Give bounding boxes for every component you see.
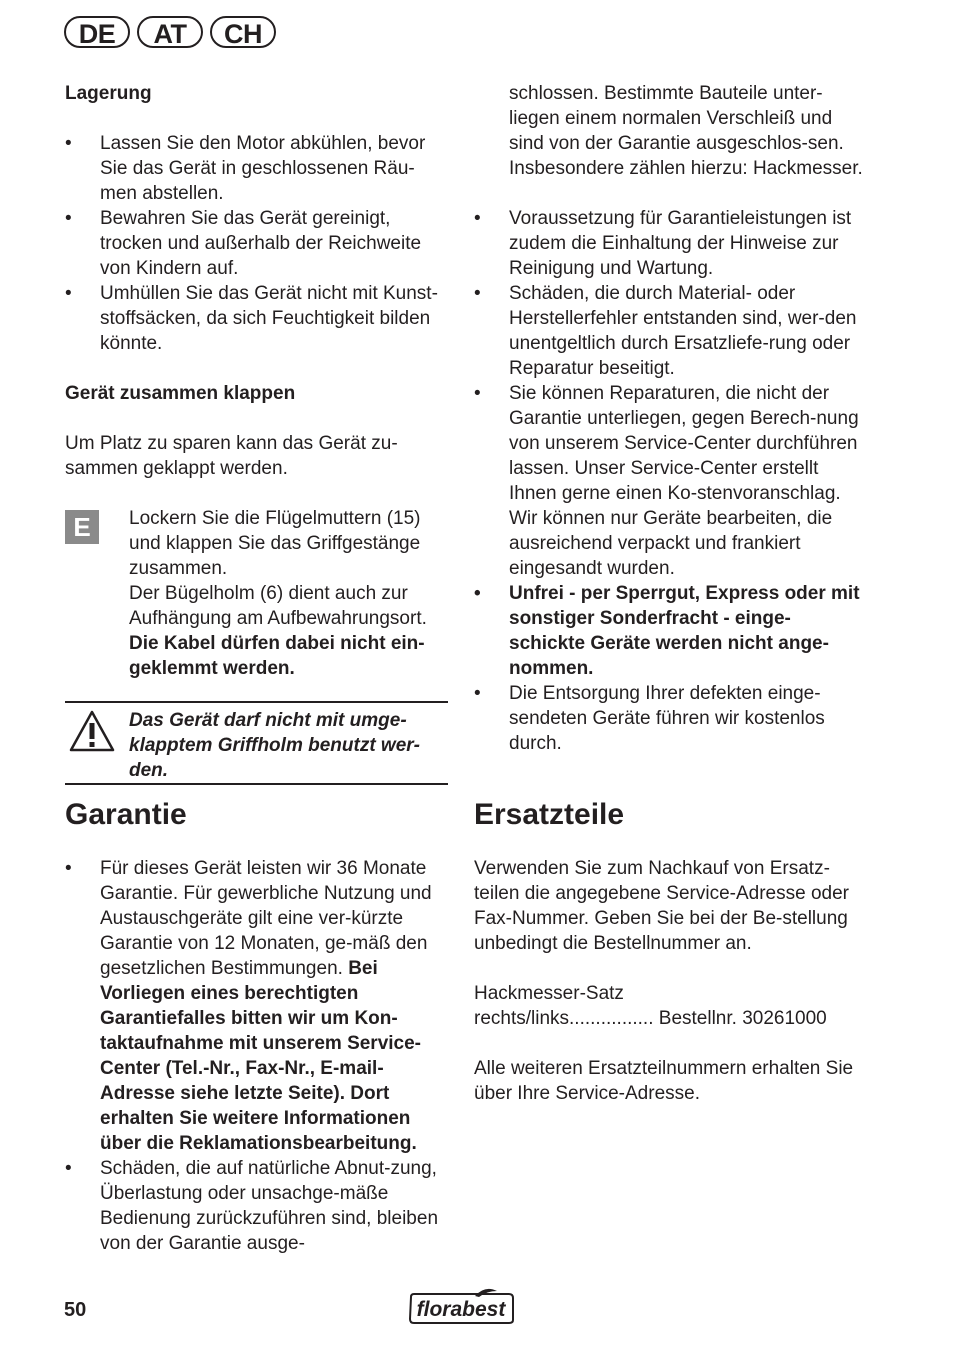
list-item: • Umhüllen Sie das Gerät nicht mit Kunst-stoffsäcken, da sich Feuchtigkeit bilden könnte. [65, 281, 450, 356]
list-item [65, 856, 450, 1156]
list-item: • Unfrei - per Sperrgut, Express oder mit sonstiger Sonderfracht - einge-schickte Geräte werden nicht ange-nommen. [474, 581, 864, 681]
list-item: • Die Entsorgung Ihrer defekten einge-sendeten Geräte führen wir kostenlos durch. [474, 681, 864, 756]
country-badge-de: DE [64, 16, 130, 48]
storage-heading: Lagerung [65, 83, 152, 104]
list-item: • Bewahren Sie das Gerät gereinigt, trocken und außerhalb der Reichweite von Kindern auf. [65, 206, 450, 281]
list-item: • Schäden, die auf natürliche Abnut-zung, Überlastung oder unsachge-mäße Bedienung zurückzuführen sind, bleiben von der Garantie ausge- [65, 1156, 450, 1256]
logo-text: florabest [416, 1298, 506, 1321]
warranty-list-right [474, 206, 864, 756]
step-instructions [129, 506, 449, 681]
warning-text: Das Gerät darf nicht mit umge-klapptem Griffholm benutzt wer-den. [129, 710, 421, 781]
part-name: Hackmesser-Satz [474, 983, 624, 1004]
florabest-logo [405, 1288, 517, 1326]
list-item: • Lassen Sie den Motor abkühlen, bevor Sie das Gerät in geschlossenen Räu-men abstellen. [65, 131, 450, 206]
step-label: E [65, 510, 99, 544]
warranty-heading: Garantie [65, 798, 187, 831]
spare-parts-heading: Ersatzteile [474, 798, 625, 831]
warranty-list-left [65, 856, 450, 1256]
page-number: 50 [64, 1299, 87, 1321]
warranty-text: Für dieses Gerät leisten wir 36 Monate Garantie. Für gewerbliche Nutzung und Austauschgeräte gilt eine ver-kürzte Garantie von 12 Monaten, ge-mäß den gesetzlichen Bestimmungen. [100, 858, 432, 979]
warranty-text: Wir können nur Geräte bearbeiten, die ausreichend verpackt und frankiert eingesandt wurden. [509, 508, 833, 579]
warranty-continuation: schlossen. Bestimmte Bauteile unter-liegen einem normalen Verschleiß und sind von der Garantie ausgeschlos-sen. Insbesondere zählen hierzu: Hackmesser. [509, 83, 863, 179]
step-text: Der Bügelholm (6) dient auch zur Aufhängung am Aufbewahrungsort. [129, 583, 427, 629]
spare-parts-intro: Verwenden Sie zum Nachkauf von Ersatz-teilen die angegebene Service-Adresse oder Fax-Nummer. Geben Sie bei der Be-stellung unbedingt die Bestellnummer an. [474, 858, 849, 954]
storage-list [65, 131, 450, 356]
part-order-line: rechts/links................ Bestellnr. 30261000 [474, 1008, 827, 1029]
folding-heading: Gerät zusammen klappen [65, 383, 296, 404]
warranty-text: • Sie können Reparaturen, die nicht der Garantie unterliegen, gegen Berech-nung von unserem Service-Center durchführen lassen. Unser Service-Center erstellt Ihnen gerne einen Ko-stenvoranschlag. [509, 383, 859, 504]
step-text: Lockern Sie die Flügelmuttern (15) und klappen Sie das Griffgestänge zusammen. [129, 508, 421, 579]
country-badge-at: AT [137, 16, 203, 48]
warning-triangle-icon [68, 709, 116, 753]
list-item: • Voraussetzung für Garantieleistungen ist zudem die Einhaltung der Hinweise zur Reinigung und Wartung. [474, 206, 864, 281]
list-item: • Schäden, die durch Material- oder Herstellerfehler entstanden sind, wer-den unentgeltlich durch Ersatzliefe-rung oder Reparatur beseitigt. [474, 281, 864, 381]
list-item [474, 381, 864, 581]
country-badge-ch: CH [210, 16, 276, 48]
warranty-text-bold: Bei Vorliegen eines berechtigten Garantiefalles bitten wir um Kon-taktaufnahme mit unserem Service-Center (Tel.-Nr., Fax-Nr., E-mail-Adresse siehe letzte Seite). Dort erhalten Sie weitere Informationen über die Reklamationsbearbeitung. [100, 958, 422, 1154]
warning-box [65, 701, 448, 785]
folding-intro: Um Platz zu sparen kann das Gerät zu-sammen geklappt werden. [65, 433, 398, 479]
step-text-bold: Die Kabel dürfen dabei nicht ein-geklemmt werden. [129, 633, 425, 679]
spare-parts-outro: Alle weiteren Ersatzteilnummern erhalten Sie über Ihre Service-Adresse. [474, 1058, 854, 1104]
